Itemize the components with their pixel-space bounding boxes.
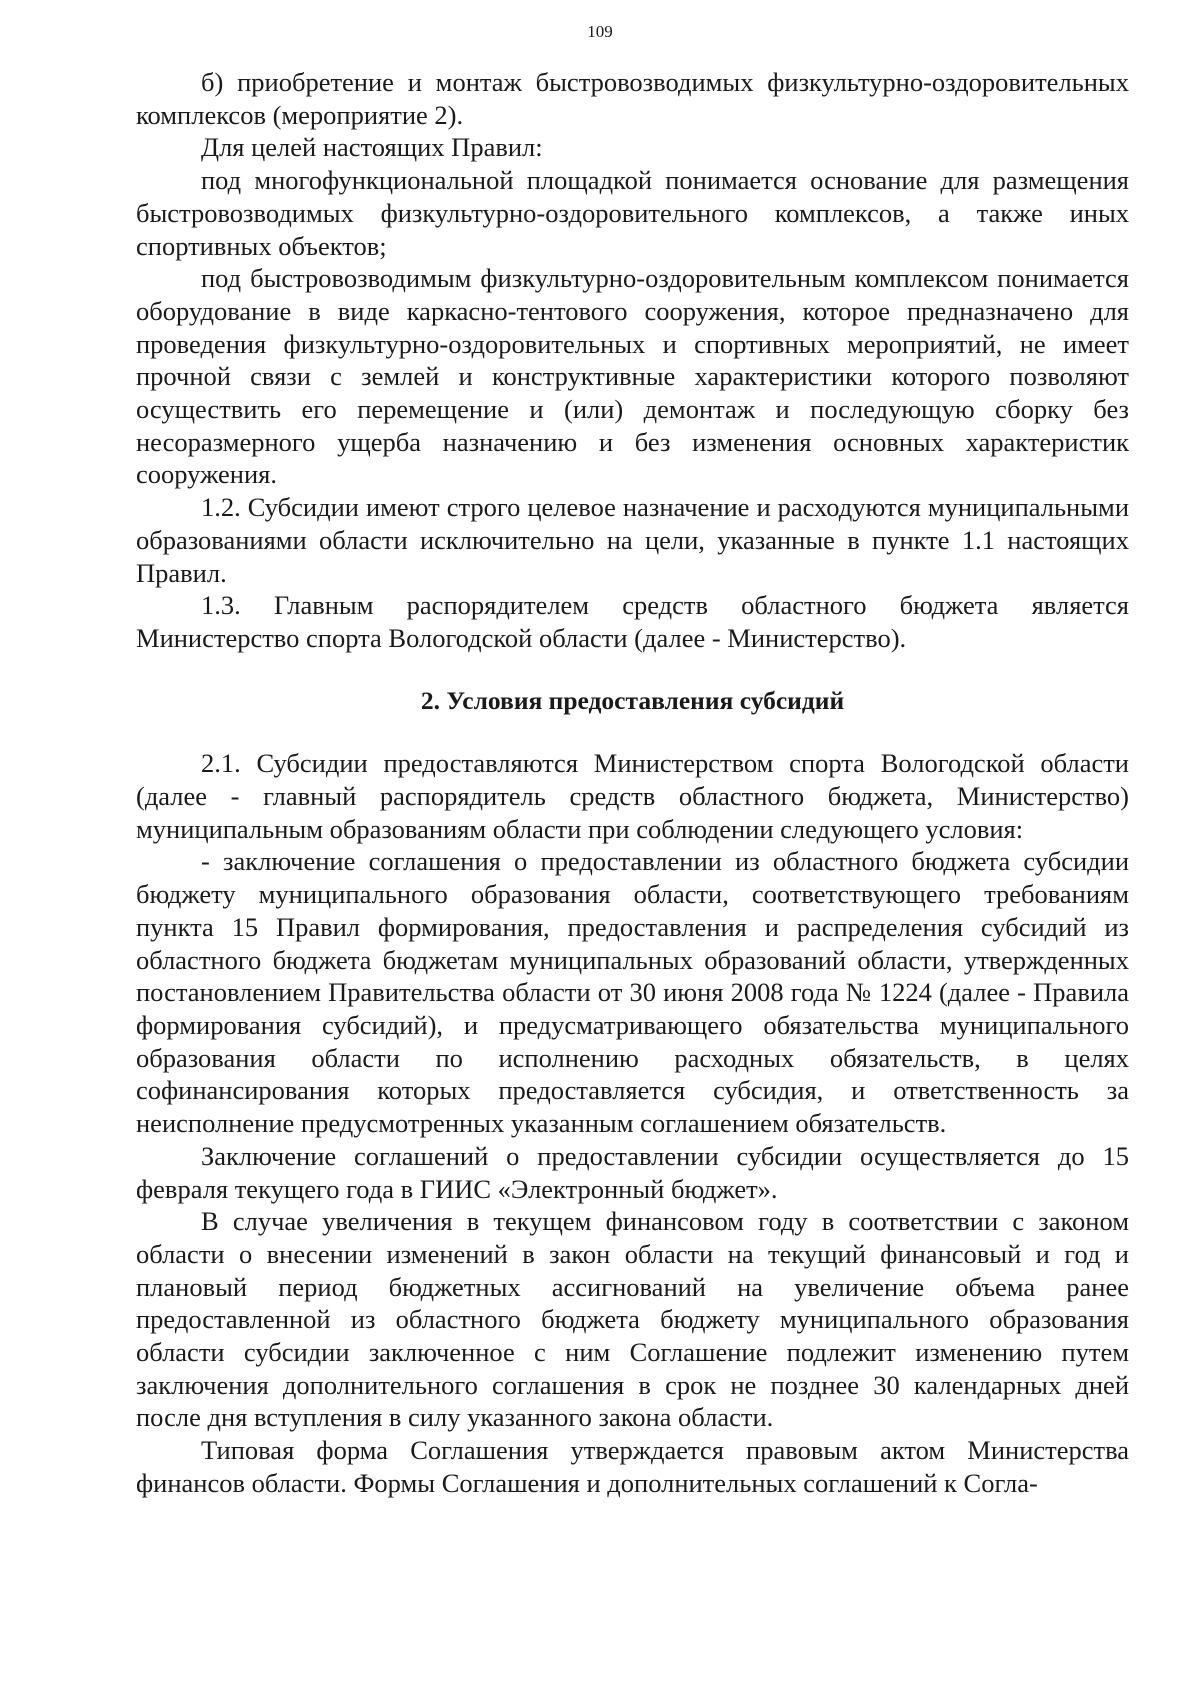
section-heading: 2. Условия предоставления субсидий: [420, 685, 845, 715]
document-body: [136, 66, 1129, 1500]
paragraph: б) приобретение и монтаж быстровозводимых физкультурно-оздоровительных комплексов (мероприятие 2).: [136, 67, 1129, 130]
paragraph: - заключение соглашения о предоставлении из областного бюджета субсидии бюджету муниципального образования области, соответствующего требованиям пункта 15 Правил формирования, предоставления и распределения субсидий из областного бюджета бюджетам муниципальных образований области, утвержденных постановлением Правительства области от 30 июня 2008 года № 1224 (далее - Правила формирования субсидий), и предусматривающего обязательства муниципального образования области по исполнению расходных обязательств, в целях софинансирования которых предоставляется субсидия, и ответственность за неисполнение предусмотренных указанным соглашением обязательств.: [136, 846, 1129, 1139]
paragraph: 2.1. Субсидии предоставляются Министерством спорта Вологодской области (далее - главный распорядитель средств областного бюджета, Министерство) муниципальным образованиям области при соблюдении следующего условия:: [136, 748, 1129, 844]
paragraph: под многофункциональной площадкой понимается основание для размещения быстровозводимых физкультурно-оздоровительного комплексов, а также иных спортивных объектов;: [136, 165, 1129, 261]
paragraph: Заключение соглашений о предоставлении субсидии осуществляется до 15 февраля текущего года в ГИИС «Электронный бюджет».: [136, 1140, 1129, 1204]
paragraph: 1.2. Субсидии имеют строго целевое назначение и расходуются муниципальными образованиями области исключительно на цели, указанные в пункте 1.1 настоящих Правил.: [136, 492, 1129, 588]
paragraph: Для целей настоящих Правил:: [201, 132, 543, 163]
paragraph: под быстровозводимым физкультурно-оздоровительным комплексом понимается оборудование в виде каркасно-тентового сооружения, которое предназначено для проведения физкультурно-оздоровительных и спортивных мероприятий, не имеет прочной связи с землей и конструктивные характеристики которого позволяют осуществить его перемещение и (или) демонтаж и последующую сборку без несоразмерного ущерба назначению и без изменения основных характеристик сооружения.: [136, 263, 1129, 490]
paragraph: 1.3. Главным распорядителем средств областного бюджета является Министерство спорта Вологодской области (далее - Министерство).: [136, 590, 1129, 653]
page-number: 109: [587, 22, 613, 41]
paragraph: Типовая форма Соглашения утверждается правовым актом Министерства финансов области. Формы Соглашения и дополнительных соглашений к Согла-: [136, 1435, 1129, 1498]
paragraph: В случае увеличения в текущем финансовом году в соответствии с законом области о внесении изменений в закон области на текущий финансовый и год и плановый период бюджетных ассигнований на увеличение объема ранее предоставленной из областного бюджета бюджету муниципального образования области субсидии заключенное с ним Соглашение подлежит изменению путем заключения дополнительного соглашения в срок не позднее 30 календарных дней после дня вступления в силу указанного закона области.: [136, 1206, 1129, 1433]
